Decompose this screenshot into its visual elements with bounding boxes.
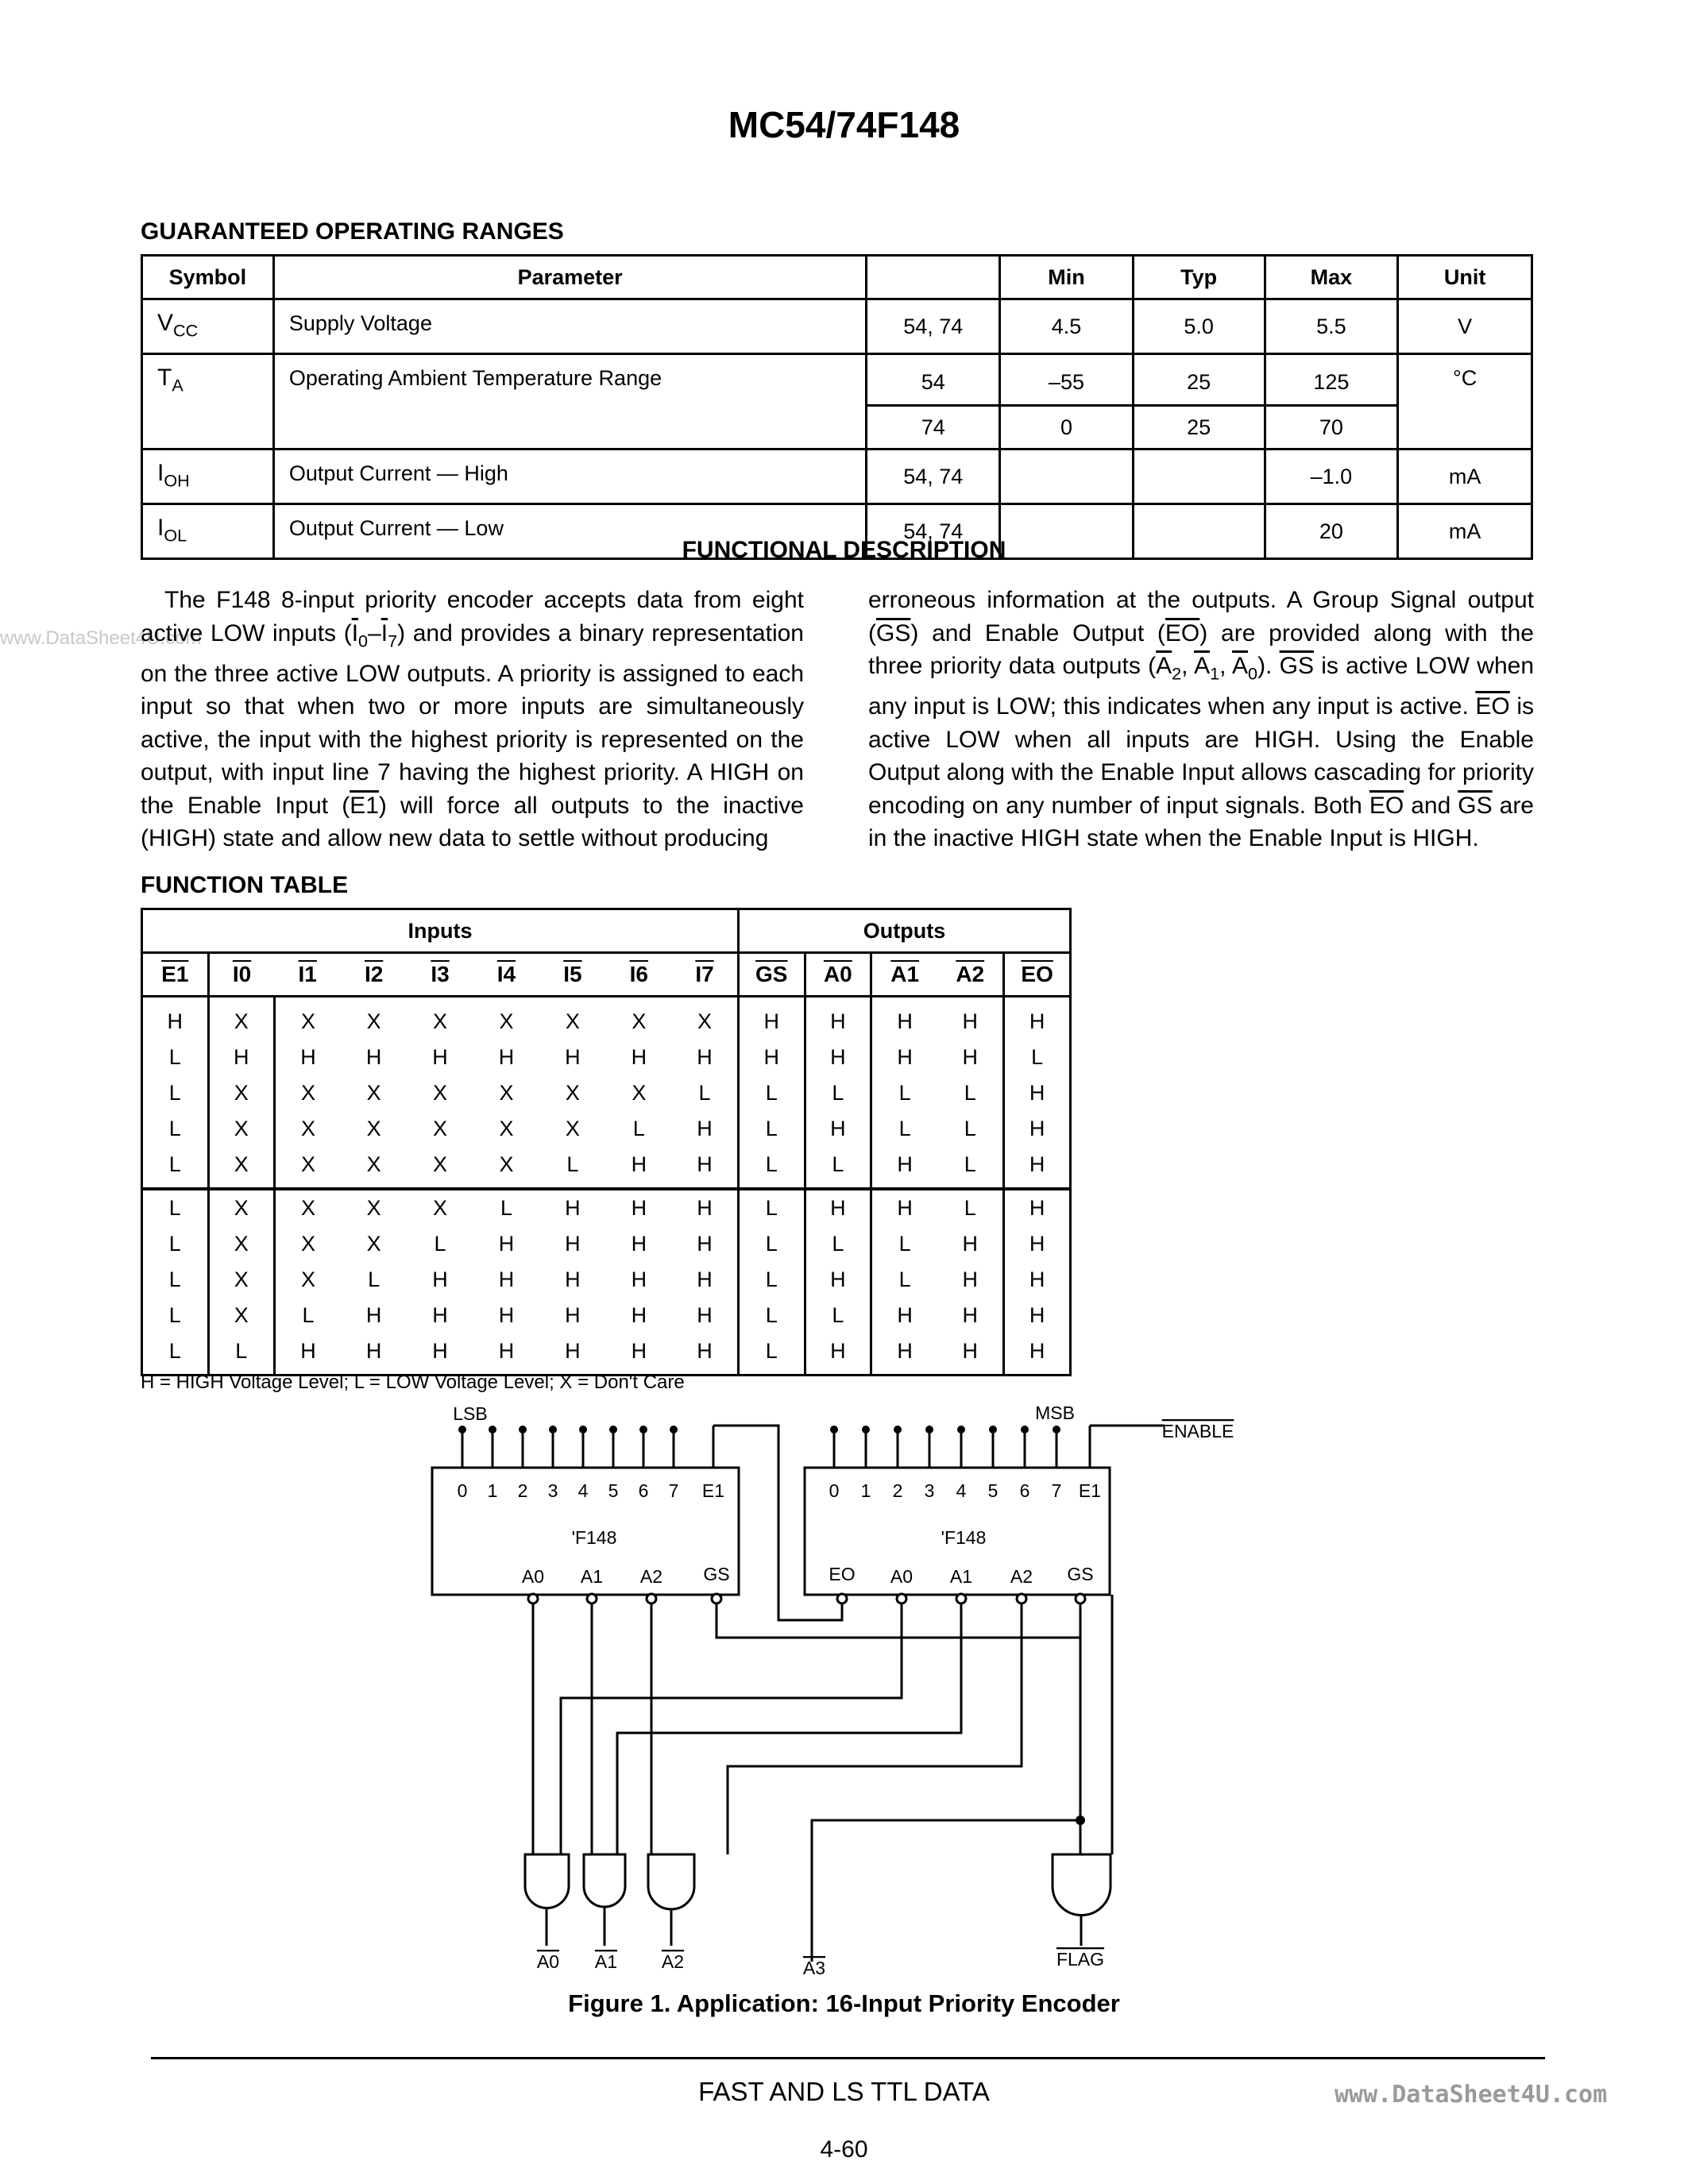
- min: –55: [1000, 354, 1134, 406]
- table-cell: L: [208, 1333, 274, 1376]
- table-cell: H: [1004, 1075, 1071, 1111]
- msb-label: MSB: [1035, 1403, 1075, 1423]
- table-cell: X: [300, 1268, 315, 1291]
- table-cell: H: [805, 1262, 871, 1298]
- table-cell: H: [565, 1232, 581, 1256]
- max: 5.5: [1265, 299, 1398, 354]
- table-cell: H: [697, 1268, 713, 1291]
- table-cell: H: [365, 1303, 382, 1327]
- svg-text:3: 3: [547, 1480, 558, 1501]
- svg-text:3: 3: [924, 1480, 935, 1501]
- out-a0: A0: [536, 1951, 560, 1972]
- table-cell: H: [805, 1111, 871, 1147]
- table-cell: L: [738, 1262, 805, 1298]
- svg-text:7: 7: [1051, 1480, 1062, 1501]
- col-i4: I4: [496, 962, 516, 986]
- table-cell: H: [805, 1333, 871, 1376]
- col-a2: A2: [956, 962, 985, 986]
- inputs-group: Inputs: [142, 909, 739, 953]
- table-cell: L: [142, 1111, 209, 1147]
- table-cell: H: [962, 1045, 978, 1069]
- parameter: Output Current — Low: [273, 504, 867, 559]
- col-i1: I1: [298, 962, 317, 986]
- table-cell: H: [565, 1268, 581, 1291]
- symbol: I: [157, 515, 164, 541]
- table-cell: L: [738, 1075, 805, 1111]
- svg-text:GS: GS: [703, 1564, 730, 1584]
- table-cell: H: [631, 1303, 647, 1327]
- watermark-right: www.DataSheet4U.com: [1335, 2081, 1608, 2109]
- outputs-group: Outputs: [738, 909, 1070, 953]
- col-eo: $\overline{EO}$: [1021, 962, 1053, 986]
- col-i2: I2: [364, 962, 384, 986]
- left-chip-label: 'F148: [571, 1527, 617, 1548]
- symbol-sub: OL: [164, 525, 187, 546]
- right-chip-label: 'F148: [941, 1527, 987, 1548]
- col-i6: I6: [629, 962, 648, 986]
- min: 0: [1000, 406, 1134, 450]
- description-col-2: erroneous information at the outputs. A Group Signal output $(\overline{GS})$ and Enable Output $(\overline{EO})$ are provided along with the three priority data outputs ($\overline{A}_2$, $\overline{A}_1$, $\overline{A}_0$). $\overline{GS}$ is active LOW when any input is LOW; this indicates when any input is active. $\overline{EO}$ is active LOW when all inputs are HIGH. Using the Enable Output along with the Enable Input allows cascading for priority encoding on any number of input signals. Both $\overline{EO}$ and $\overline{GS}$ are in the inactive HIGH state when the Enable Input is HIGH.: [868, 587, 1535, 852]
- table-cell: L: [937, 1189, 1004, 1226]
- col-e1: E1: [161, 962, 189, 986]
- max: –1.0: [1265, 450, 1398, 504]
- col-min: Min: [1000, 256, 1134, 299]
- table-cell: X: [433, 1152, 448, 1176]
- table-cell: L: [566, 1152, 579, 1176]
- table-cell: H: [565, 1339, 581, 1363]
- col-gs: $\overline{GS}$: [755, 962, 788, 986]
- table-cell: X: [407, 1189, 473, 1226]
- table-cell: X: [208, 1298, 274, 1333]
- table-cell: X: [499, 1081, 514, 1105]
- table-cell: L: [142, 1262, 209, 1298]
- table-cell: H: [498, 1339, 515, 1363]
- svg-text:0: 0: [457, 1480, 468, 1501]
- table-cell: X: [565, 1081, 580, 1105]
- table-cell: H: [365, 1339, 382, 1363]
- table-cell: H: [697, 1339, 713, 1363]
- table-cell: H: [631, 1232, 647, 1256]
- table-cell: L: [898, 1081, 911, 1105]
- table-cell: L: [738, 1111, 805, 1147]
- svg-text:5: 5: [987, 1480, 999, 1501]
- svg-text:A1: A1: [949, 1566, 973, 1587]
- table-cell: L: [142, 1298, 209, 1333]
- svg-text:4: 4: [956, 1480, 967, 1501]
- out-a2: A2: [661, 1951, 685, 1972]
- svg-text:1: 1: [487, 1480, 498, 1501]
- table-cell: X: [208, 997, 274, 1040]
- table-cell: H: [897, 1152, 913, 1176]
- table-cell: H: [606, 1189, 672, 1226]
- table-cell: X: [366, 1117, 381, 1140]
- table-cell: X: [433, 1009, 448, 1033]
- table-cell: H: [962, 1009, 978, 1033]
- svg-text:7: 7: [668, 1480, 679, 1501]
- out-a1: A1: [594, 1951, 618, 1972]
- and-gate-a2: [648, 1854, 694, 1909]
- col-a1: A1: [890, 962, 920, 986]
- svg-text:6: 6: [638, 1480, 649, 1501]
- table-cell: L: [368, 1268, 380, 1291]
- symbol: T: [157, 365, 172, 391]
- typ: 25: [1133, 354, 1265, 406]
- table-cell: H: [697, 1117, 713, 1140]
- symbol-sub: CC: [173, 320, 199, 341]
- table-cell: X: [632, 1009, 647, 1033]
- svg-text:1: 1: [860, 1480, 871, 1501]
- table-cell: L: [805, 1147, 871, 1189]
- table-cell: X: [300, 1117, 315, 1140]
- table-cell: H: [631, 1268, 647, 1291]
- table-cell: X: [697, 1009, 712, 1033]
- watermark-left: www.DataSheet4U.com: [0, 627, 202, 649]
- table-cell: H: [962, 1339, 978, 1363]
- table-cell: X: [565, 1117, 580, 1140]
- table-cell: X: [433, 1081, 448, 1105]
- table-cell: H: [565, 1045, 581, 1069]
- table-cell: H: [432, 1268, 448, 1291]
- table-cell: H: [897, 1045, 913, 1069]
- range: 54: [867, 354, 1000, 406]
- table-cell: H: [897, 1009, 913, 1033]
- table-cell: X: [208, 1189, 274, 1226]
- svg-text:E1: E1: [1078, 1480, 1102, 1501]
- col-unit: Unit: [1398, 256, 1532, 299]
- table-cell: L: [898, 1232, 911, 1256]
- table-cell: H: [672, 1189, 738, 1226]
- table-cell: H: [697, 1232, 713, 1256]
- table-cell: X: [366, 1081, 381, 1105]
- table-cell: X: [433, 1117, 448, 1140]
- figure-caption: Figure 1. Application: 16-Input Priority Encoder: [568, 1989, 1120, 2017]
- parameter: Operating Ambient Temperature Range: [273, 354, 867, 450]
- table-cell: L: [434, 1232, 446, 1256]
- table-cell: H: [962, 1268, 978, 1291]
- symbol-sub: A: [172, 375, 183, 396]
- table-cell: L: [142, 1075, 209, 1111]
- col-typ: Typ: [1133, 256, 1265, 299]
- parameter: Supply Voltage: [273, 299, 867, 354]
- svg-text:5: 5: [608, 1480, 619, 1501]
- table-cell: H: [962, 1232, 978, 1256]
- col-i7: I7: [695, 962, 714, 986]
- max: 125: [1265, 354, 1398, 406]
- page-number: 4-60: [820, 2136, 868, 2163]
- table-cell: H: [1004, 1111, 1071, 1147]
- table-cell: H: [365, 1045, 382, 1069]
- table-cell: X: [300, 1232, 315, 1256]
- unit: V: [1398, 299, 1532, 354]
- table-cell: H: [565, 1303, 581, 1327]
- table-cell: L: [738, 1298, 805, 1333]
- table-cell: H: [1004, 1298, 1071, 1333]
- footer-rule: [151, 2057, 1545, 2059]
- table-cell: H: [631, 1339, 647, 1363]
- table-cell: X: [208, 1075, 274, 1111]
- table-cell: H: [631, 1045, 647, 1069]
- table-cell: L: [964, 1117, 976, 1140]
- svg-text:GS: GS: [1067, 1564, 1094, 1584]
- ranges-heading: GUARANTEED OPERATING RANGES: [141, 218, 564, 245]
- footer-text: FAST AND LS TTL DATA: [698, 2077, 990, 2106]
- functional-description-heading: FUNCTIONAL DESCRIPTION: [682, 537, 1006, 563]
- range: 54, 74: [867, 504, 1000, 559]
- table-cell: L: [1004, 1040, 1071, 1075]
- table-cell: H: [498, 1232, 515, 1256]
- table-cell: H: [738, 1040, 805, 1075]
- svg-text:4: 4: [577, 1480, 589, 1501]
- max: 20: [1265, 504, 1398, 559]
- page-title: MC54/74F148: [728, 104, 960, 145]
- col-i0: I0: [232, 962, 252, 986]
- table-cell: H: [697, 1152, 713, 1176]
- table-cell: H: [897, 1339, 913, 1363]
- table-cell: X: [366, 1009, 381, 1033]
- and-gate-a1: [584, 1854, 625, 1907]
- table-cell: X: [565, 1009, 580, 1033]
- symbol: I: [157, 460, 164, 486]
- table-cell: H: [805, 1189, 871, 1226]
- table-cell: H: [1004, 1333, 1071, 1376]
- table-cell: X: [300, 1152, 315, 1176]
- table-cell: X: [366, 1232, 381, 1256]
- table-cell: X: [499, 1117, 514, 1140]
- table-cell: X: [208, 1147, 274, 1189]
- svg-text:0: 0: [829, 1480, 840, 1501]
- table-cell: L: [142, 1040, 209, 1075]
- table-cell: H: [432, 1339, 448, 1363]
- table-cell: L: [473, 1189, 539, 1226]
- max: 70: [1265, 406, 1398, 450]
- table-cell: X: [499, 1009, 514, 1033]
- cascade-wire: [713, 1426, 842, 1620]
- table-cell: L: [142, 1333, 209, 1376]
- table-cell: H: [208, 1040, 274, 1075]
- symbol: V: [157, 310, 174, 336]
- svg-text:2: 2: [517, 1480, 528, 1501]
- table-cell: H: [300, 1045, 316, 1069]
- svg-text:2: 2: [892, 1480, 903, 1501]
- svg-text:A2: A2: [1010, 1566, 1033, 1587]
- table-cell: H: [962, 1303, 978, 1327]
- parameter: Output Current — High: [273, 450, 867, 504]
- description-col-1: The F148 8-input priority encoder accepts data from eight active LOW inputs $(\overline{I}_0-\overline{I}_7)$ and provides a binary representation on the three active LOW outputs. A priority is assigned to each input so that when two or more inputs are simultaneously active, the input with the highest priority is represented on the output, with input line 7 having the highest priority. A HIGH on the Enable Input (E1) will force all outputs to the inactive (HIGH) state and allow new data to settle without producing: [141, 587, 804, 852]
- col-a0: A0: [823, 962, 852, 986]
- table-cell: H: [805, 1040, 871, 1075]
- table-cell: L: [738, 1189, 805, 1226]
- table-cell: X: [341, 1189, 407, 1226]
- table-cell: H: [498, 1268, 515, 1291]
- col-i5: I5: [563, 962, 582, 986]
- table-cell: L: [805, 1298, 871, 1333]
- out-a3: A3: [802, 1958, 826, 1978]
- table-cell: H: [300, 1339, 316, 1363]
- table-cell: H: [142, 997, 209, 1040]
- table-cell: X: [208, 1111, 274, 1147]
- svg-text:A0: A0: [521, 1566, 545, 1587]
- table-cell: L: [805, 1226, 871, 1262]
- table-cell: L: [302, 1303, 315, 1327]
- enable-label: ENABLE: [1161, 1421, 1234, 1441]
- svg-text:EO: EO: [829, 1564, 856, 1584]
- table-cell: L: [738, 1333, 805, 1376]
- table-cell: L: [632, 1117, 645, 1140]
- col-i3: I3: [431, 962, 450, 986]
- and-gate-a0: [525, 1854, 569, 1908]
- table-cell: H: [1004, 1262, 1071, 1298]
- table-cell: X: [300, 1009, 315, 1033]
- table-cell: L: [142, 1147, 209, 1189]
- table-cell: H: [1004, 1226, 1071, 1262]
- svg-text:E1: E1: [701, 1480, 725, 1501]
- table-cell: X: [300, 1081, 315, 1105]
- out-flag: FLAG: [1056, 1949, 1105, 1970]
- and-gate-flag: [1053, 1854, 1111, 1915]
- table-cell: L: [805, 1075, 871, 1111]
- table-cell: H: [697, 1303, 713, 1327]
- table-cell: H: [805, 997, 871, 1040]
- table-cell: L: [738, 1147, 805, 1189]
- table-cell: X: [208, 1262, 274, 1298]
- table-cell: H: [498, 1045, 515, 1069]
- col-parameter: Parameter: [273, 256, 867, 299]
- table-cell: L: [142, 1226, 209, 1262]
- table-cell: L: [898, 1268, 911, 1291]
- table-cell: L: [142, 1189, 209, 1226]
- table-cell: H: [631, 1152, 647, 1176]
- typ: 5.0: [1133, 299, 1265, 354]
- table-cell: H: [1004, 1189, 1071, 1226]
- range: 74: [867, 406, 1000, 450]
- table-cell: H: [1004, 1147, 1071, 1189]
- table-cell: H: [897, 1303, 913, 1327]
- table-cell: H: [498, 1303, 515, 1327]
- table-cell: H: [738, 997, 805, 1040]
- table-cell: X: [366, 1152, 381, 1176]
- table-cell: L: [964, 1152, 976, 1176]
- function-table-heading: FUNCTION TABLE: [141, 872, 349, 898]
- table-cell: X: [275, 1189, 341, 1226]
- table-note: H = HIGH Voltage Level; L = LOW Voltage Level; X = Don't Care: [141, 1372, 685, 1393]
- symbol-sub: OH: [164, 470, 190, 491]
- typ: 25: [1133, 406, 1265, 450]
- table-cell: H: [871, 1189, 938, 1226]
- range: 54, 74: [867, 450, 1000, 504]
- col-symbol: Symbol: [142, 256, 274, 299]
- table-cell: X: [208, 1226, 274, 1262]
- unit: °C: [1398, 354, 1532, 450]
- svg-text:A2: A2: [639, 1566, 663, 1587]
- table-cell: H: [539, 1189, 605, 1226]
- col-max: Max: [1265, 256, 1398, 299]
- table-cell: X: [499, 1152, 514, 1176]
- table-cell: H: [697, 1045, 713, 1069]
- table-cell: H: [432, 1045, 448, 1069]
- svg-text:A1: A1: [580, 1566, 604, 1587]
- unit: mA: [1398, 504, 1532, 559]
- svg-text:A0: A0: [890, 1566, 914, 1587]
- table-cell: H: [1004, 997, 1071, 1040]
- table-cell: L: [738, 1226, 805, 1262]
- table-cell: X: [632, 1081, 647, 1105]
- svg-text:6: 6: [1019, 1480, 1030, 1501]
- table-cell: H: [432, 1303, 448, 1327]
- range: 54, 74: [867, 299, 1000, 354]
- table-cell: L: [898, 1117, 911, 1140]
- lsb-label: LSB: [453, 1403, 488, 1424]
- table-cell: L: [964, 1081, 976, 1105]
- min: 4.5: [1000, 299, 1134, 354]
- table-cell: L: [698, 1081, 711, 1105]
- unit: mA: [1398, 450, 1532, 504]
